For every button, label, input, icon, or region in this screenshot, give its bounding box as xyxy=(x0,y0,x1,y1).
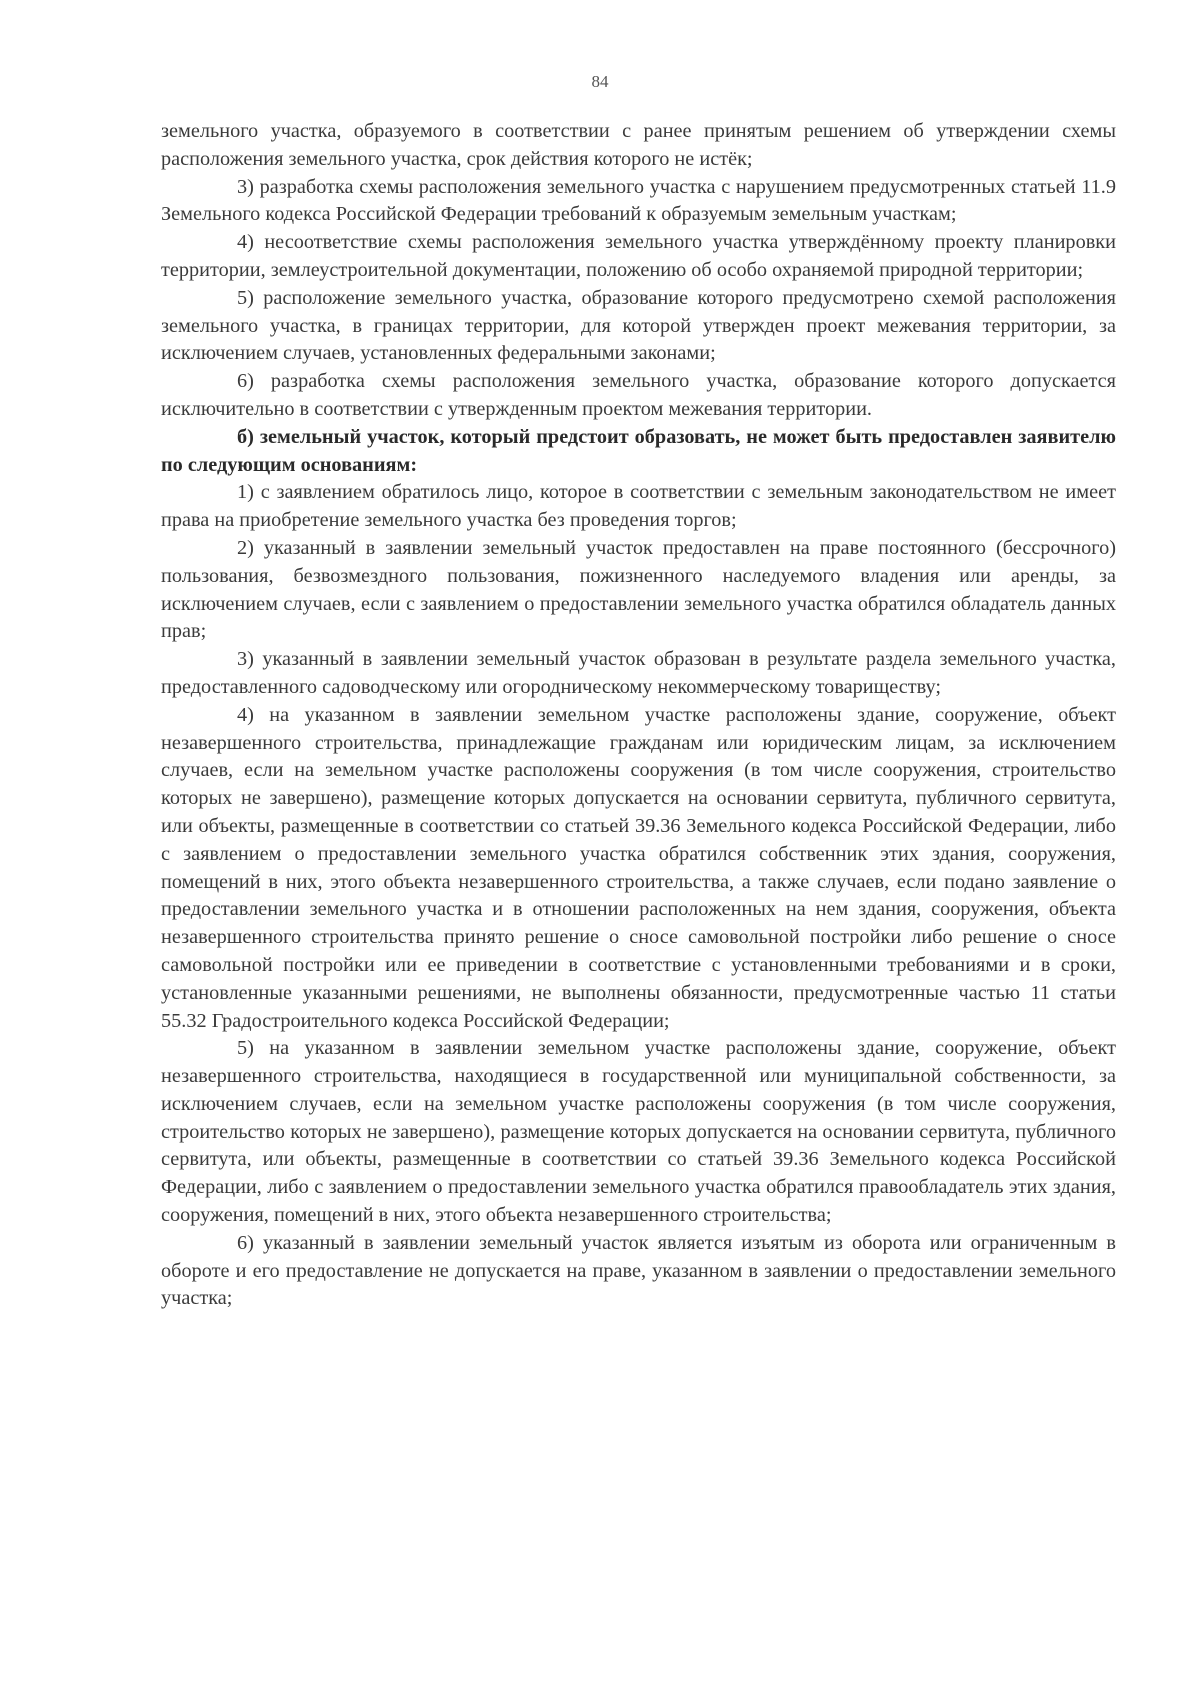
paragraph-b-item-5: 5) на указанном в заявлении земельном участке расположены здание, сооружение, объект незавершенного строительства, находящиеся в государственной или муниципальной собственности, за исключением случаев, если на земельном участке расположены сооружения (в том числе сооружения, строительство которых не завершено), размещение которых допускается на основании сервитута, публичного сервитута, или объекты, размещенные в соответствии со статьей 39.36 Земельного кодекса Российской Федерации, либо с заявлением о предоставлении земельного участка обратился правообладатель этих здания, сооружения, помещений в них, этого объекта незавершенного строительства; xyxy=(161,1037,1116,1227)
paragraph-b-item-2: 2) указанный в заявлении земельный участок предоставлен на праве постоянного (бессрочного) пользования, безвозмездного пользования, пожизненного наследуемого владения или аренды, за исключением случаев, если с заявлением о предоставлении земельного участка обратился обладатель данных прав; xyxy=(161,536,1116,643)
paragraph-item-5: 5) расположение земельного участка, образование которого предусмотрено схемой расположения земельного участка, в границах территории, для которой утвержден проект межевания территории, за исключением случаев, установленных федеральными законами; xyxy=(161,286,1116,365)
paragraph-item-4: 4) несоответствие схемы расположения земельного участка утверждённому проекту планировки территории, землеустроительной документации, положению об особо охраняемой природной территории; xyxy=(161,231,1116,281)
paragraph-b-item-1: 1) с заявлением обратилось лицо, которое в соответствии с земельным законодательством не имеет права на приобретение земельного участка без проведения торгов; xyxy=(161,481,1116,532)
paragraph-item-6: 6) разработка схемы расположения земельного участка, образование которого допускается исключительно в соответствии с утвержденным проектом межевания территории. xyxy=(161,370,1116,420)
paragraph-b-item-6: 6) указанный в заявлении земельный участок является изъятым из оборота или ограниченным в обороте и его предоставление не допускается на праве, указанном в заявлении о предоставлении земельного участка; xyxy=(161,1231,1116,1310)
paragraph-item-3: 3) разработка схемы расположения земельного участка с нарушением предусмотренных статьей 11.9 Земельного кодекса Российской Федерации требований к образуемым земельным участкам; xyxy=(161,175,1116,226)
section-heading-b: б) земельный участок, который предстоит образовать, не может быть предоставлен заявителю по следующим основаниям: xyxy=(161,425,1116,476)
document-body xyxy=(161,118,1116,1313)
paragraph-b-item-4: 4) на указанном в заявлении земельном участке расположены здание, сооружение, объект незавершенного строительства, принадлежащие гражданам или юридическим лицам, за исключением случаев, если на земельном участке расположены сооружения (в том числе сооружения, строительство которых не завершено), размещение которых допускается на основании сервитута, публичного сервитута, или объекты, размещенные в соответствии со статьей 39.36 Земельного кодекса Российской Федерации, либо с заявлением о предоставлении земельного участка обратился собственник этих здания, сооружения, помещений в них, этого объекта незавершенного строительства, а также случаев, если подано заявление о предоставлении земельного участка и в отношении расположенных на нем здания, сооружения, объекта незавершенного строительства принято решение о сносе самовольной постройки либо решение о сносе самовольной постройки или ее приведении в соответствие с установленными требованиями и в сроки, установленные указанными решениями, не выполнены обязанности, предусмотренные частью 11 статьи 55.32 Градостроительного кодекса Российской Федерации; xyxy=(161,703,1116,1032)
page-number: 84 xyxy=(591,72,609,91)
paragraph-b-item-3: 3) указанный в заявлении земельный участок образован в результате раздела земельного участка, предоставленного садоводческому или огородническому некоммерческому товариществу; xyxy=(161,648,1116,698)
paragraph-continuation: земельного участка, образуемого в соответствии с ранее принятым решением об утверждении схемы расположения земельного участка, срок действия которого не истёк; xyxy=(161,120,1116,170)
